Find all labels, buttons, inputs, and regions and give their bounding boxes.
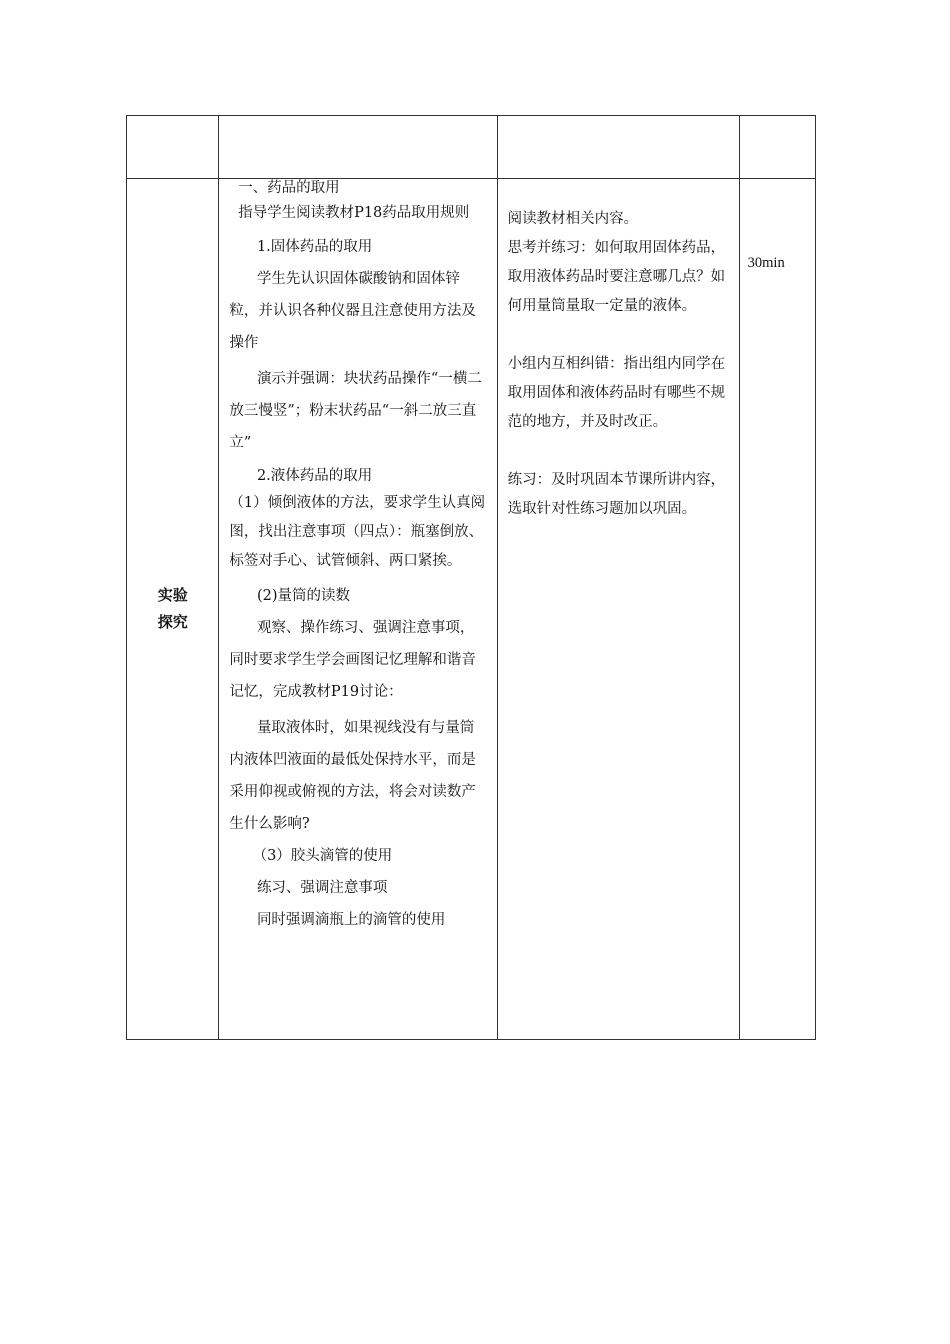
section-label: 实验 探究 [157, 586, 188, 631]
cylinder-text: 观察、操作练习、强调注意事项，同时要求学生学会画图记忆理解和谐音记忆，完成教材P19讨论： [229, 620, 476, 700]
pour-text: （1）倾倒液体的方法，要求学生认真阅图，找出注意事项（四点）：瓶塞倒放、标签对手心、试管倾斜、两口紧挨。 [229, 495, 486, 569]
liquid-title: 2.液体药品的取用 [256, 468, 373, 484]
solid-text: 学生先认识固体碳酸钠和固体锌粒，并认识各种仪器且注意使用方法及操作 [229, 271, 476, 351]
time-value: 30min [747, 255, 785, 271]
teacher-activity-cell [219, 179, 497, 1040]
group-text: 小组内互相纠错：指出组内同学在取用固体和液体药品时有哪些不规范的地方，并及时改正。 [507, 356, 726, 430]
question-text: 量取液体时，如果视线没有与量筒内液体凹液面的最低处保持水平，而是采用仰视或俯视的方法，将会对读数产生什么影响? [229, 720, 476, 832]
table-row-empty [127, 116, 816, 179]
student-activity-cell [497, 179, 739, 1040]
cylinder-title: (2)量筒的读数 [256, 588, 350, 604]
empty-cell [127, 116, 219, 179]
dropper-text-2: 同时强调滴瓶上的滴管的使用 [256, 912, 446, 928]
solid-title: 1.固体药品的取用 [256, 239, 373, 255]
section-heading: 一、药品的取用 [238, 180, 340, 196]
table-row-experiment [127, 179, 816, 1040]
empty-cell [219, 116, 497, 179]
dropper-title: （3）胶头滴管的使用 [252, 848, 393, 864]
empty-cell [739, 116, 815, 179]
think-text: 思考并练习：如何取用固体药品，取用液体药品时要注意哪几点？如何用量筒量取一定量的液体。 [507, 240, 726, 314]
read-text: 阅读教材相关内容。 [507, 211, 639, 227]
demo-text: 演示并强调：块状药品操作“一横二放三慢竖”；粉末状药品“一斜二放三直立” [229, 371, 482, 451]
time-cell [739, 179, 815, 1040]
practice-text: 练习：及时巩固本节课所讲内容，选取针对性练习题加以巩固。 [507, 472, 726, 517]
section-label-cell [127, 179, 219, 1040]
lesson-plan-table [126, 115, 816, 1040]
empty-cell [497, 116, 739, 179]
guide-text: 指导学生阅读教材P18药品取用规则 [238, 205, 470, 221]
dropper-text-1: 练习、强调注意事项 [256, 880, 388, 896]
